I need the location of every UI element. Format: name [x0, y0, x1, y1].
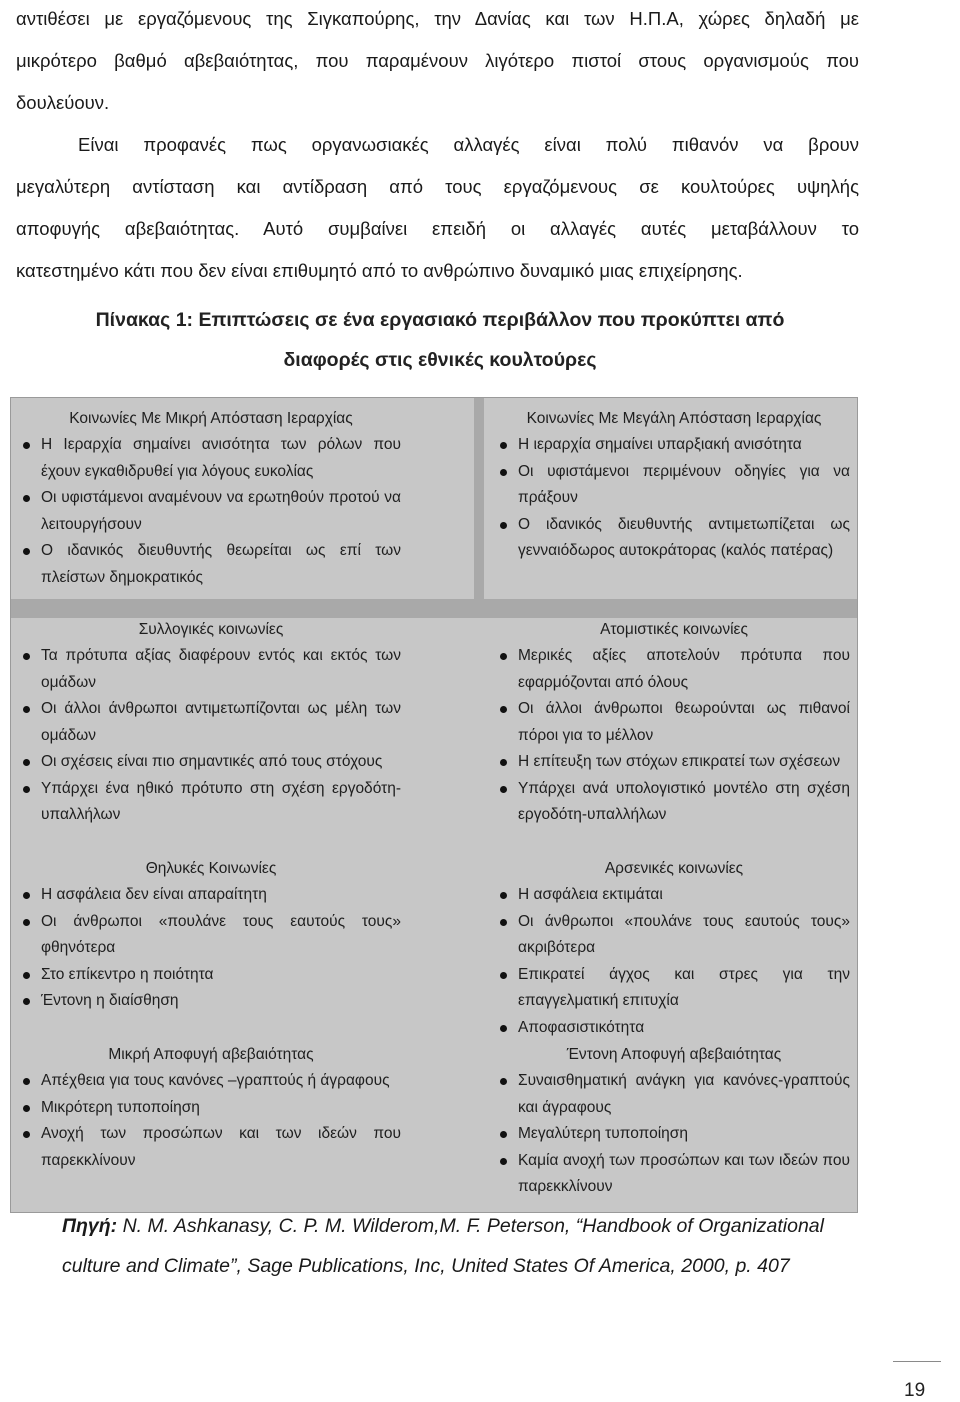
page-number: 19: [904, 1380, 926, 1401]
list-item: Έντονη η διαίσθηση: [21, 988, 401, 1015]
list-item: Η Ιεραρχία σημαίνει ανισότητα των ρόλων που έχουν εγκαθιδρυθεί για λόγους ευκολίας: [21, 432, 401, 485]
table-cell-left: [21, 616, 401, 829]
cell-title: Θηλυκές Κοινωνίες: [145, 860, 277, 877]
paragraph-line: κατεστημένο κάτι που δεν είναι επιθυμητό από το ανθρώπινο δυναμικό μιας επιχείρησης.: [16, 260, 743, 281]
footer-rule: [893, 1361, 941, 1362]
list-item: Οι άνθρωποι «πουλάνε τους εαυτούς τους» φθηνότερα: [21, 909, 401, 962]
source-citation: [62, 1206, 852, 1286]
list-item: Μεγαλύτερη τυποποίηση: [498, 1121, 850, 1148]
list-item: Η ασφάλεια εκτιμάται: [498, 882, 850, 909]
list-item: Οι υφιστάμενοι περιμένουν οδηγίες για να πράξουν: [498, 459, 850, 512]
list-item: Αποφασιστικότητα: [498, 1015, 850, 1042]
table-cell-right: [498, 855, 850, 1041]
paragraph-line: μεγαλύτερη αντίσταση και αντίδραση από τους εργαζόμενους σε κουλτούρες υψηλής: [16, 176, 859, 197]
citation-label: Πηγή:: [62, 1215, 118, 1237]
list-item: Συναισθηματική ανάγκη για κανόνες-γραπτούς και άγραφους: [498, 1068, 850, 1121]
list-item: Ανοχή των προσώπων και των ιδεών που παρεκκλίνουν: [21, 1121, 401, 1174]
paragraph-line: Είναι προφανές πως οργανωσιακές αλλαγές είναι πολύ πιθανόν να βρουν: [78, 134, 859, 155]
table-cell-right: [498, 405, 850, 565]
culture-comparison-table: [10, 397, 858, 1213]
list-item: Στο επίκεντρο η ποιότητα: [21, 962, 401, 989]
table-cell-left: [21, 1041, 401, 1174]
cell-title: Ατομιστικές κοινωνίες: [600, 621, 748, 638]
cell-title: Μικρή Αποφυγή αβεβαιότητας: [108, 1046, 314, 1063]
intro-line: μικρότερο βαθμό αβεβαιότητας, που παραμένουν λιγότερο πιστοί στους οργανισμούς που: [16, 50, 859, 71]
cell-title: Συλλογικές κοινωνίες: [138, 621, 284, 638]
caption-line: Πίνακας 1: Επιπτώσεις σε ένα εργασιακό περιβάλλον που προκύπτει από: [95, 309, 785, 331]
list-item: Οι σχέσεις είναι πιο σημαντικές από τους στόχους: [21, 749, 401, 776]
list-item: Οι άνθρωποι «πουλάνε τους εαυτούς τους» ακριβότερα: [498, 909, 850, 962]
cell-title: Κοινωνίες Με Μεγάλη Απόσταση Ιεραρχίας: [526, 410, 822, 427]
citation-text: N. M. Ashkanasy, C. P. M. Wilderom,M. F. Peterson, “Handbook of Organizational: [117, 1215, 824, 1237]
intro-line: δουλεύουν.: [16, 92, 110, 113]
list-item: Υπάρχει ανά υπολογιστικό μοντέλο στη σχέση εργοδότη-υπαλλήλων: [498, 776, 850, 829]
list-item: Η επίτευξη των στόχων επικρατεί των σχέσεων: [498, 749, 850, 776]
cell-title: Αρσενικές κοινωνίες: [604, 860, 744, 877]
list-item: Επικρατεί άγχος και στρες για την επαγγελματική επιτυχία: [498, 962, 850, 1015]
list-item: Η ασφάλεια δεν είναι απαραίτητη: [21, 882, 401, 909]
list-item: Η ιεραρχία σημαίνει υπαρξιακή ανισότητα: [498, 432, 850, 459]
list-item: Οι άλλοι άνθρωποι θεωρούνται ως πιθανοί πόροι για το μέλλον: [498, 696, 850, 749]
intro-line: αντιθέσει με εργαζόμενους της Σιγκαπούρης, την Δανίας και των Η.Π.Α, χώρες δηλαδή με: [16, 8, 859, 29]
list-item: Υπάρχει ένα ηθικό πρότυπο στη σχέση εργοδότη-υπαλλήλων: [21, 776, 401, 829]
list-item: Μερικές αξίες αποτελούν πρότυπα που εφαρμόζονται από όλους: [498, 643, 850, 696]
intro-paragraph: [16, 0, 859, 124]
column-divider: [474, 398, 484, 599]
table-cell-left: [21, 405, 401, 591]
list-item: Ο ιδανικός διευθυντής θεωρείται ως επί των πλείστων δημοκρατικός: [21, 538, 401, 591]
paragraph-line: αποφυγής αβεβαιότητας. Αυτό συμβαίνει επειδή οι αλλαγές αυτές μεταβάλλουν το: [16, 218, 859, 239]
caption-line: διαφορές στις εθνικές κουλτούρες: [283, 349, 597, 371]
body-paragraph: [16, 124, 859, 292]
list-item: Οι υφιστάμενοι αναμένουν να ερωτηθούν προτού να λειτουργήσουν: [21, 485, 401, 538]
list-item: Μικρότερη τυποποίηση: [21, 1095, 401, 1122]
table-cell-left: [21, 855, 401, 1015]
list-item: Οι άλλοι άνθρωποι αντιμετωπίζονται ως μέλη των ομάδων: [21, 696, 401, 749]
cell-title: Κοινωνίες Με Μικρή Απόσταση Ιεραρχίας: [69, 410, 353, 427]
list-item: Ο ιδανικός διευθυντής αντιμετωπίζεται ως γενναιόδωρος αυτοκράτορας (καλός πατέρας): [498, 512, 850, 565]
list-item: Τα πρότυπα αξίας διαφέρουν εντός και εκτός των ομάδων: [21, 643, 401, 696]
table-cell-right: [498, 616, 850, 829]
citation-line: culture and Climate”, Sage Publications, Inc, United States Of America, 2000, p. 407: [62, 1255, 790, 1277]
citation-line: [62, 1206, 852, 1246]
table-caption: [0, 300, 960, 380]
list-item: Καμία ανοχή των προσώπων και των ιδεών που παρεκκλίνουν: [498, 1148, 850, 1201]
list-item: Απέχθεια για τους κανόνες –γραπτούς ή άγραφους: [21, 1068, 401, 1095]
table-cell-right: [498, 1041, 850, 1201]
cell-title: Έντονη Αποφυγή αβεβαιότητας: [566, 1046, 782, 1063]
